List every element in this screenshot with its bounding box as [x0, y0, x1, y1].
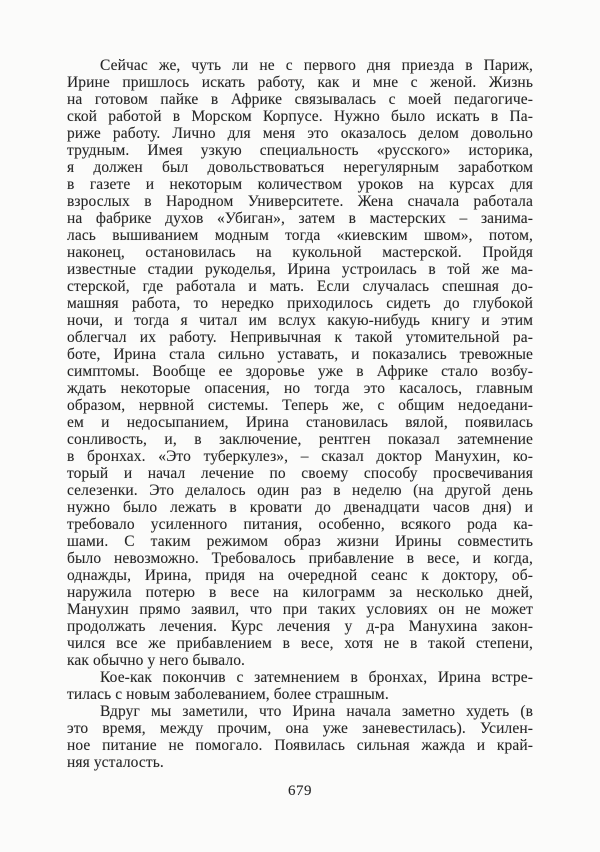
text-line: боте, Ирина стала сильно уставать, и показались тревожные: [67, 346, 533, 363]
text-line: требовало усиленного питания, особенно, всякого рода ка-: [67, 516, 533, 533]
text-line: в газете и некоторым количеством уроков на курсах для: [67, 176, 533, 193]
text-line: известные стадии рукоделья, Ирина устроилась в той же ма-: [67, 261, 533, 278]
text-line: Ирине пришлось искать работу, как и мне с женой. Жизнь: [67, 74, 533, 91]
text-line: риже работу. Лично для меня это оказалось делом довольно: [67, 125, 533, 142]
text-line: Сейчас же, чуть ли не с первого дня приезда в Париж,: [100, 57, 533, 74]
text-line: образом, нервной системы. Теперь же, с общим недоедани-: [67, 397, 533, 414]
text-line: Кое-как покончив с затемнением в бронхах, Ирина встре-: [100, 669, 533, 686]
text-line: ночи, и тогда я читал им вслух какую-нибудь книгу и этим: [67, 312, 533, 329]
text-line: Вдруг мы заметили, что Ирина начала заметно худеть (в: [100, 703, 533, 720]
text-line: лась вышиванием модным тогда «киевским швом», потом,: [67, 227, 533, 244]
text-line: облегчал их работу. Непривычная к такой утомительной ра-: [67, 329, 533, 346]
text-line: на готовом пайке в Африке связывалась с моей педагогиче-: [67, 91, 533, 108]
text-line: ное питание не помогало. Появилась сильная жажда и край-: [67, 737, 533, 754]
text-line: ждать некоторые опасения, но тогда это касалось, главным: [67, 380, 533, 397]
text-line: наружила потерю в весе на килограмм за несколько дней,: [67, 584, 533, 601]
text-line: машняя работа, то нередко приходилось сидеть до глубокой: [67, 295, 533, 312]
text-line: ем и недосыпанием, Ирина становилась вялой, появилась: [67, 414, 533, 431]
text-line: продолжать лечения. Курс лечения у д-ра Манухина закон-: [67, 618, 533, 635]
text-line: наконец, остановилась на кукольной мастерской. Пройдя: [67, 244, 533, 261]
text-line: в бронхах. «Это туберкулез», – сказал доктор Манухин, ко-: [67, 448, 533, 465]
text-line: на фабрике духов «Убиган», затем в мастерских – занима-: [67, 210, 533, 227]
text-line: Манухин прямо заявил, что при таких условиях он не может: [67, 601, 533, 618]
text-line: шами. С таким режимом образ жизни Ирины совместить: [67, 533, 533, 550]
text-line: однажды, Ирина, придя на очередной сеанс к доктору, об-: [67, 567, 533, 584]
text-line: тилась с новым заболеванием, более страшным.: [67, 686, 389, 703]
text-line: селезенки. Это делалось один раз в неделю (на другой день: [67, 482, 533, 499]
text-line: сонливость, и, в заключение, рентген показал затемнение: [67, 431, 533, 448]
text-line: взрослых в Народном Университете. Жена сначала работала: [67, 193, 533, 210]
paragraph: [67, 57, 533, 669]
text-line: трудным. Имея узкую специальность «русского» историка,: [67, 142, 533, 159]
page-text-block: [67, 57, 533, 771]
text-line: я должен был довольствоваться нерегулярным заработком: [67, 159, 533, 176]
text-line: стерской, где работала и мать. Если случалась спешная до-: [67, 278, 533, 295]
text-line: ской работой в Морском Корпусе. Нужно было искать в Па-: [67, 108, 533, 125]
paragraph: [67, 669, 533, 703]
text-line: было невозможно. Требовалось прибавление в весе, и когда,: [67, 550, 533, 567]
text-line: нужно было лежать в кровати до двенадцати часов дня) и: [67, 499, 533, 516]
paragraph: [67, 703, 533, 771]
text-line: это время, между прочим, она уже заневестилась). Усилен-: [67, 720, 533, 737]
text-line: торый и начал лечение по своему способу просвечивания: [67, 465, 533, 482]
text-line: как обычно у него бывало.: [67, 652, 246, 669]
text-line: чился все же прибавлением в весе, хотя не в такой степени,: [67, 635, 533, 652]
text-line: симптомы. Вообще ее здоровье уже в Африке стало возбу-: [67, 363, 533, 380]
text-line: няя усталость.: [67, 754, 164, 771]
page-number: 679: [288, 783, 312, 799]
